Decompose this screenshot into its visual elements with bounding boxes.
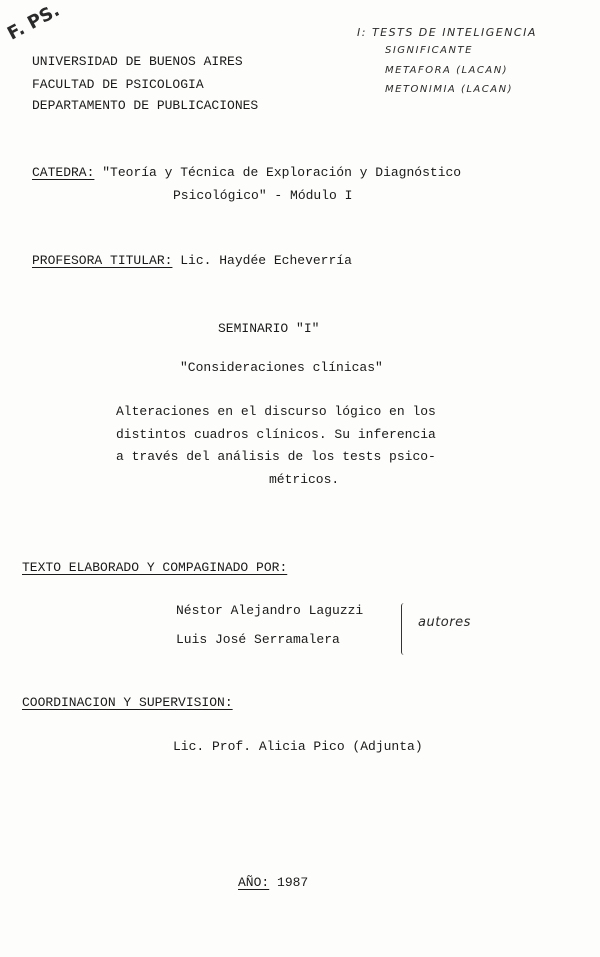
description-line-4: métricos. [269,472,340,487]
header-department: DEPARTAMENTO DE PUBLICACIONES [32,98,259,113]
texto-label: TEXTO ELABORADO Y COMPAGINADO POR: [22,560,288,575]
handwritten-note-3: METAFORA (LACAN) [385,65,509,76]
author-1: Néstor Alejandro Laguzzi [176,603,364,618]
description-line-2: distintos cuadros clínicos. Su inferencia [116,427,436,442]
coordinacion-label: COORDINACION Y SUPERVISION: [22,695,233,710]
catedra-line [32,165,461,180]
author-2: Luis José Serramalera [176,632,340,647]
description-line-1: Alteraciones en el discurso lógico en los [116,404,436,419]
authors-bracket [401,603,408,655]
header-university: UNIVERSIDAD DE BUENOS AIRES [32,54,243,69]
coordinacion-value: Lic. Prof. Alicia Pico (Adjunta) [173,739,423,754]
stamp: F. PS. [4,0,64,45]
seminario-title: SEMINARIO "I" [218,321,320,336]
anio-value: 1987 [277,875,309,890]
profesora-label: PROFESORA TITULAR: [32,253,173,268]
handwritten-note-1: I: TESTS DE INTELIGENCIA [357,26,537,39]
header-faculty: FACULTAD DE PSICOLOGIA [32,77,204,92]
profesora-line [32,253,352,268]
catedra-label: CATEDRA: [32,165,95,180]
description-line-3: a través del análisis de los tests psico- [116,449,436,464]
seminario-subtitle: "Consideraciones clínicas" [180,360,383,375]
handwritten-note-2: SIGNIFICANTE [385,45,473,56]
profesora-value: Lic. Haydée Echeverría [180,253,352,268]
handwritten-note-4: METONIMIA (LACAN) [385,84,513,95]
catedra-title-line2: Psicológico" - Módulo I [173,188,353,203]
authors-handwritten-note: autores [418,615,471,630]
anio-label: AÑO: [238,875,270,890]
catedra-title-line1: "Teoría y Técnica de Exploración y Diagnóstico [102,165,462,180]
anio-line [238,875,308,890]
